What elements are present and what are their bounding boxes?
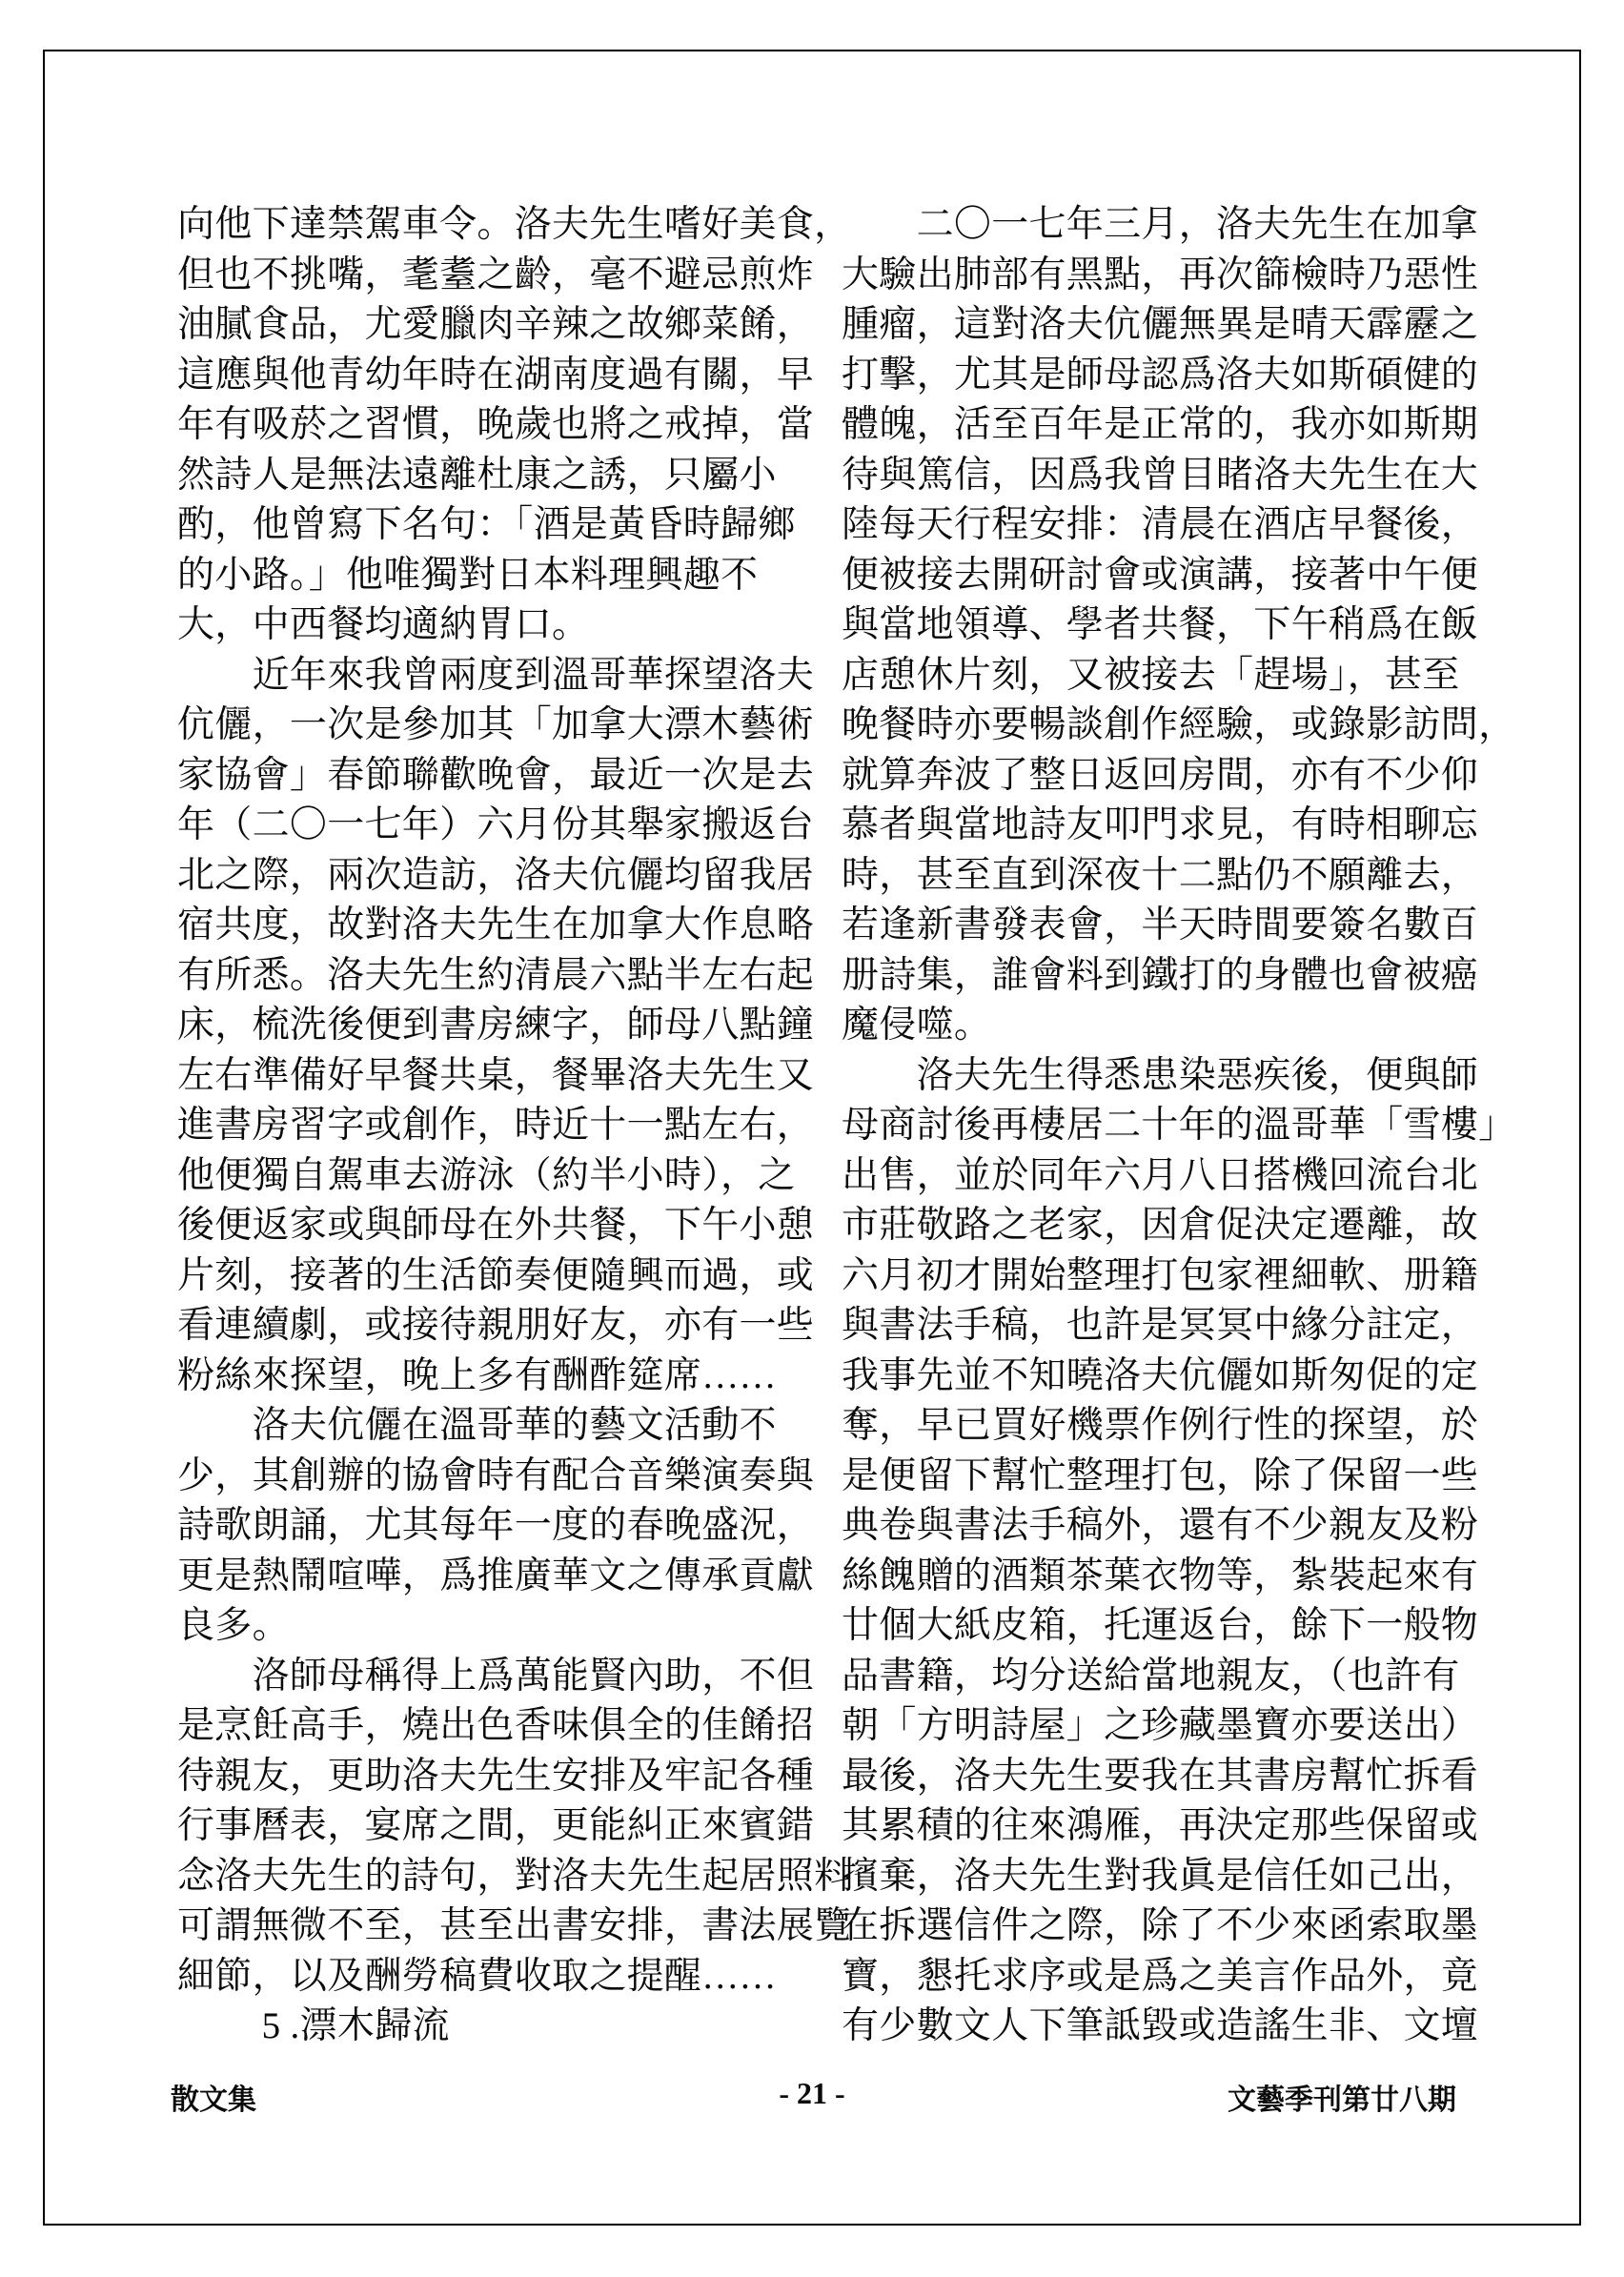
text-line: 待與篤信，因爲我曾目睹洛夫先生在大	[842, 454, 1479, 496]
text-line: 册詩集，誰會料到鐵打的身體也會被癌	[842, 954, 1479, 996]
text-line: 朝「方明詩屋」之珍藏墨寶亦要送出）	[842, 1705, 1479, 1746]
text-line: 待親友，更助洛夫先生安排及牢記各種	[177, 1755, 815, 1797]
text-line: 近年來我曾兩度到溫哥華探望洛夫	[177, 654, 815, 696]
text-line: 有所悉。洛夫先生約清晨六點半左右起	[177, 954, 815, 996]
text-line: 的小路。」他唯獨對日本料理興趣不	[177, 554, 759, 596]
text-line: 打擊，尤其是師母認爲洛夫如斯碩健的	[842, 354, 1479, 396]
text-line: 晚餐時亦要暢談創作經驗，或錄影訪問，	[842, 704, 1516, 745]
text-line: 店憩休片刻，又被接去「趕場」，甚至	[842, 654, 1460, 696]
footer-journal-issue: 文藝季刊第廿八期	[1228, 2084, 1456, 2116]
text-line: 六月初才開始整理打包家裡細軟、册籍	[842, 1254, 1479, 1296]
text-line: 市莊敬路之老家，因倉促決定遷離，故	[842, 1205, 1479, 1246]
text-line: 慕者與當地詩友叩門求見，有時相聊忘	[842, 804, 1479, 845]
text-line: 但也不挑嘴，耄耋之齡，毫不避忌煎炸	[177, 254, 815, 295]
text-line: 床，梳洗後便到書房練字，師母八點鐘	[177, 1005, 815, 1046]
text-line: 左右準備好早餐共桌，餐畢洛夫先生又	[177, 1054, 815, 1096]
text-line: 體魄，活至百年是正常的，我亦如斯期	[842, 404, 1479, 445]
text-line: 便被接去開研討會或演講，接著中午便	[842, 554, 1479, 596]
text-line: 出售，並於同年六月八日搭機回流台北	[842, 1154, 1479, 1196]
text-line: 油膩食品，尤愛臘肉辛辣之故鄉菜餚，	[177, 304, 815, 345]
text-line: 看連續劇，或接待親朋好友，亦有一些	[177, 1305, 815, 1346]
text-line: 廿個大紙皮箱，托運返台，餘下一般物	[842, 1605, 1479, 1646]
text-line: 酌，他曾寫下名句：「酒是黃昏時歸鄉	[177, 504, 796, 545]
text-line: 更是熱鬧喧嘩，爲推廣華文之傳承貢獻	[177, 1555, 815, 1596]
text-line: 大驗出肺部有黑點，再次篩檢時乃惡性	[842, 254, 1479, 295]
text-line: 年（二〇一七年）六月份其舉家搬返台	[177, 804, 815, 845]
text-line: 奪，早已買好機票作例行性的探望，於	[842, 1405, 1479, 1446]
text-line: 最後，洛夫先生要我在其書房幫忙拆看	[842, 1755, 1479, 1797]
text-line: 是烹飪高手，燒出色香味俱全的佳餚招	[177, 1705, 815, 1746]
text-line: 粉絲來探望，晚上多有酬酢筵席……	[177, 1354, 777, 1396]
text-line: 母商討後再棲居二十年的溫哥華「雪樓」	[842, 1105, 1516, 1146]
text-line: 北之際，兩次造訪，洛夫伉儷均留我居	[177, 854, 815, 896]
footer-page-number: - 21 -	[779, 2076, 845, 2110]
text-line: 年有吸菸之習慣，晚歲也將之戒掉，當	[177, 404, 815, 445]
text-line: 其累積的往來鴻雁，再決定那些保留或	[842, 1805, 1479, 1846]
text-line: 洛夫先生得悉患染惡疾後，便與師	[842, 1054, 1479, 1096]
text-line: 家協會」春節聯歡晚會，最近一次是去	[177, 754, 815, 796]
text-line: 與當地領導、學者共餐，下午稍爲在飯	[842, 604, 1479, 645]
text-line: 是便留下幫忙整理打包，除了保留一些	[842, 1454, 1479, 1496]
text-line: 寶，懇托求序或是爲之美言作品外，竟	[842, 1955, 1479, 1997]
text-line: 洛夫伉儷在溫哥華的藝文活動不	[177, 1405, 777, 1446]
text-line: 細節，以及酬勞稿費收取之提醒……	[177, 1955, 777, 1997]
text-line: 詩歌朗誦，尤其每年一度的春晚盛況，	[177, 1505, 815, 1546]
text-line: 我事先並不知曉洛夫伉儷如斯匆促的定	[842, 1354, 1479, 1396]
text-line: 絲餽贈的酒類茶葉衣物等，紮裝起來有	[842, 1555, 1479, 1596]
text-line: 少，其創辦的協會時有配合音樂演奏與	[177, 1454, 815, 1496]
text-line: 伉儷，一次是參加其「加拿大漂木藝術	[177, 704, 815, 745]
text-line: 進書房習字或創作，時近十一點左右，	[177, 1105, 815, 1146]
text-line: 可謂無微不至，甚至出書安排，書法展覽	[177, 1905, 852, 1946]
text-line: 腫瘤，這對洛夫伉儷無異是晴天霹靂之	[842, 304, 1479, 345]
text-line: 片刻，接著的生活節奏便隨興而過，或	[177, 1254, 815, 1296]
text-line: 二〇一七年三月，洛夫先生在加拿	[842, 204, 1479, 245]
text-line: 他便獨自駕車去游泳（約半小時），之	[177, 1154, 796, 1196]
text-line: 宿共度，故對洛夫先生在加拿大作息略	[177, 905, 815, 945]
text-line: 若逢新書發表會，半天時間要簽名數百	[842, 905, 1479, 945]
text-line: 擯棄，洛夫先生對我眞是信任如己出，	[842, 1855, 1479, 1897]
text-line: 品書籍，均分送給當地親友，（也許有	[842, 1655, 1460, 1697]
text-line: 良多。	[177, 1605, 290, 1646]
text-line: 後便返家或與師母在外共餐，下午小憩	[177, 1205, 815, 1246]
text-line: 5 .漂木歸流	[177, 2005, 450, 2046]
text-line: 洛師母稱得上爲萬能賢內助，不但	[177, 1655, 815, 1697]
text-line: 行事曆表，宴席之間，更能糾正來賓錯	[177, 1805, 815, 1846]
text-line: 就算奔波了整日返回房間，亦有不少仰	[842, 754, 1479, 796]
text-line: 然詩人是無法遠離杜康之誘，只屬小	[177, 454, 777, 496]
text-line: 念洛夫先生的詩句，對洛夫先生起居照料	[177, 1855, 852, 1897]
text-line: 時，甚至直到深夜十二點仍不願離去，	[842, 854, 1479, 896]
text-line: 向他下達禁駕車令。洛夫先生嗜好美食，	[177, 204, 852, 245]
essay-column-right	[842, 200, 1516, 2052]
text-line: 在拆選信件之際，除了不少來函索取墨	[842, 1905, 1479, 1946]
footer-book-title: 散文集	[171, 2084, 256, 2116]
text-line: 與書法手稿，也許是冥冥中緣分註定，	[842, 1305, 1479, 1346]
text-line: 陸每天行程安排：清晨在酒店早餐後，	[842, 504, 1479, 545]
text-line: 魔侵噬。	[842, 1005, 992, 1046]
essay-column-left	[177, 200, 852, 2052]
text-line: 有少數文人下筆詆毀或造謠生非、文壇	[842, 2005, 1479, 2046]
text-line: 這應與他青幼年時在湖南度過有關，早	[177, 354, 815, 396]
text-line: 典卷與書法手稿外，還有不少親友及粉	[842, 1505, 1479, 1546]
text-line: 大，中西餐均適納胃口。	[177, 604, 590, 645]
